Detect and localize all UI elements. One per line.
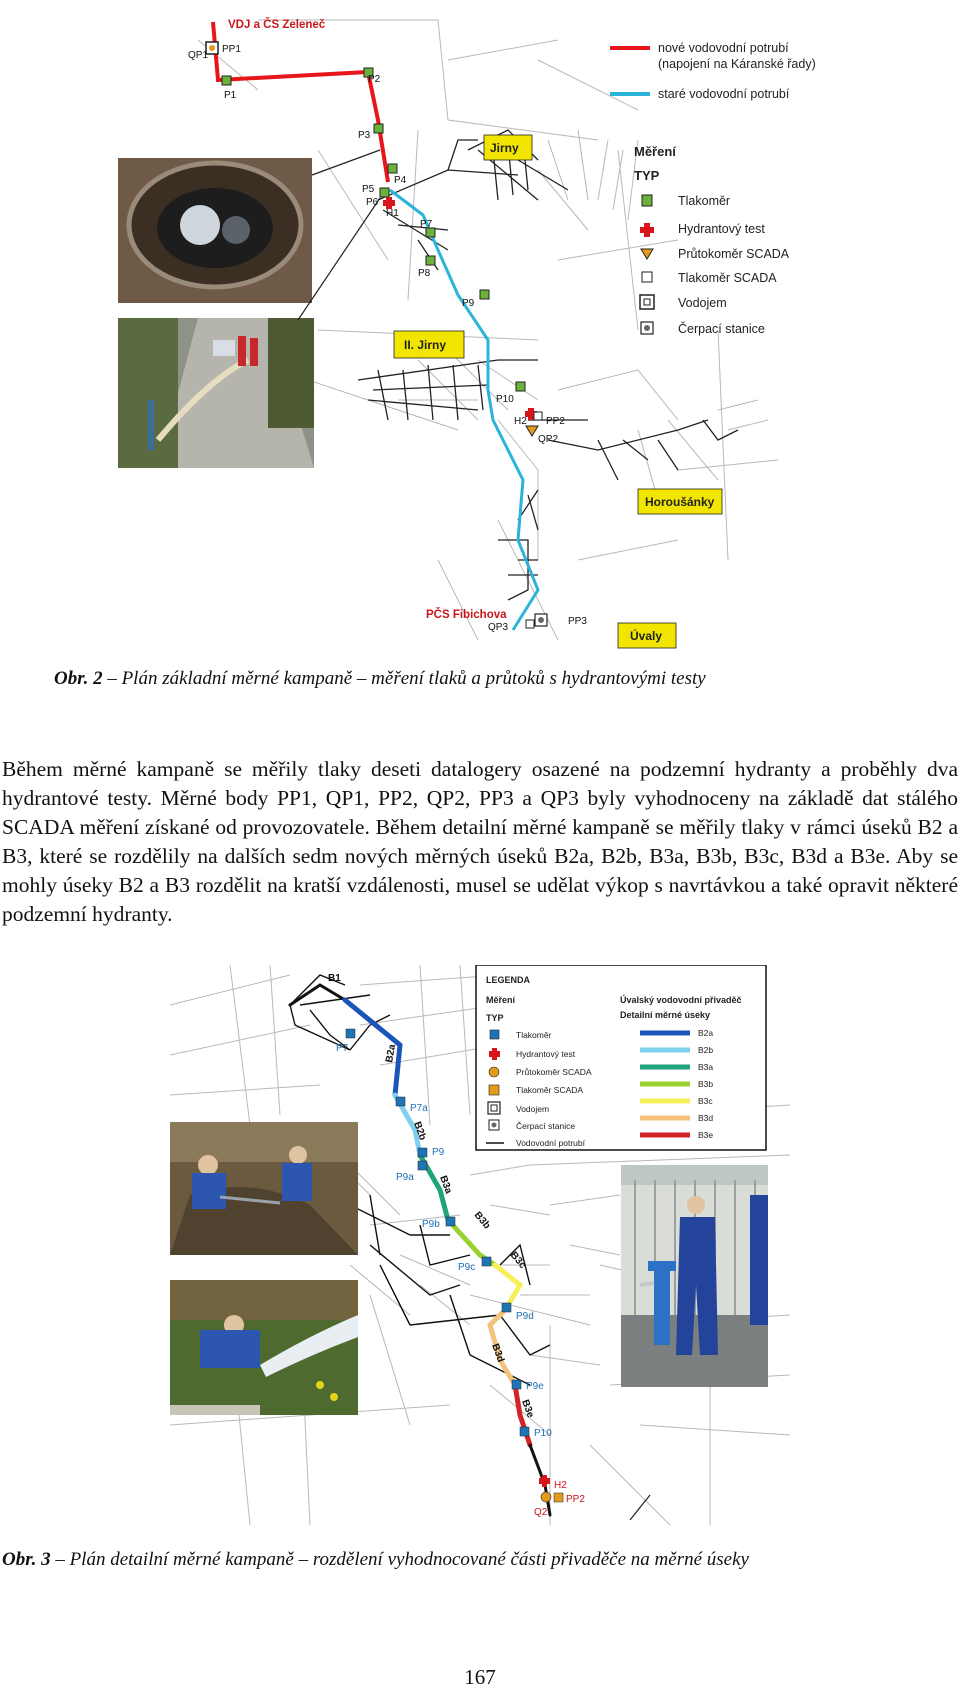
label2-p9c: P9c [458, 1262, 476, 1273]
legend-old-pipe: staré vodovodní potrubí [658, 87, 790, 101]
legend-icon-hydrant [640, 223, 654, 237]
label-h1: H1 [386, 208, 399, 219]
legend-item-2: Průtokoměr SCADA [678, 247, 790, 261]
figure-1-caption [54, 667, 706, 691]
figure-2-caption [2, 1548, 749, 1572]
label2-h2: H2 [554, 1480, 567, 1491]
label-p4: P4 [394, 175, 407, 186]
label2-b3c: B3c [507, 1249, 528, 1271]
label-pp1: PP1 [222, 44, 241, 55]
label-h2: H2 [514, 416, 527, 427]
legend-title: Měření [634, 144, 676, 159]
legend-new-pipe-sub: (napojení na Káranské řady) [658, 57, 816, 71]
place-vdj: VDJ a ČS Zeleneč [228, 19, 326, 31]
label2-b2b: B2b [411, 1120, 428, 1142]
label2-b3e: B3e [519, 1398, 536, 1420]
legend2-item-0: Tlakoměr [516, 1030, 552, 1040]
label-p8: P8 [418, 268, 431, 279]
label2-p9d: P9d [516, 1311, 534, 1322]
photo-hydrant-flush [170, 1280, 358, 1415]
legend-icon-flowmeter [641, 249, 653, 259]
label2-p9b: P9b [422, 1219, 440, 1230]
label-p3: P3 [358, 130, 371, 141]
label2-b1: B1 [328, 973, 341, 984]
legend-icon-pressure [642, 195, 652, 206]
legend-subtitle: TYP [634, 168, 660, 183]
label-qp1: QP1 [188, 50, 209, 61]
legend2-item-6: Vodovodní potrubí [516, 1138, 586, 1148]
legend-item-0: Tlakoměr [678, 194, 731, 208]
legend2-item-3: Tlakoměr SCADA [516, 1085, 584, 1095]
legend-item-4: Vodojem [678, 296, 727, 310]
legend2-item-2: Průtokoměr SCADA [516, 1067, 592, 1077]
legend-item-3: Tlakoměr SCADA [678, 271, 777, 285]
label-p9: P9 [462, 298, 475, 309]
segment-label-b3b: B3b [698, 1079, 714, 1089]
caption-2-label: Obr. [2, 1549, 37, 1570]
label2-b2a: B2a [384, 1043, 399, 1064]
caption-2-text: – Plán detailní měrné kampaně – rozdělení vyhodnocované části přivaděče na měrné úseky [55, 1549, 749, 1570]
segment-label-b3a: B3a [698, 1062, 714, 1072]
label-qp2: QP2 [538, 434, 559, 445]
legend-new-pipe: nové vodovodní potrubí [658, 41, 789, 55]
segment-label-b3d: B3d [698, 1113, 714, 1123]
segment-label-b2b: B2b [698, 1045, 714, 1055]
photo-hydrant-test [621, 1165, 768, 1387]
segment-label-b2a: B2a [698, 1028, 714, 1038]
legend2-col1-title: Měření [486, 995, 516, 1005]
label2-p9e: P9e [526, 1381, 544, 1392]
legend2-col2-title: Úvalský vodovodní přivaděč [620, 995, 742, 1005]
callout-line-1 [312, 150, 380, 175]
label-p7: P7 [420, 219, 433, 230]
legend2-item-4: Vodojem [516, 1104, 550, 1114]
photo-street [118, 318, 314, 468]
legend2-item-5: Čerpací stanice [516, 1121, 576, 1131]
segment-label-b3c: B3c [698, 1096, 713, 1106]
label2-b3a: B3a [437, 1174, 454, 1196]
caption-2-number: 3 [41, 1549, 51, 1570]
label2-b3b: B3b [471, 1209, 493, 1232]
figure-2-map [170, 965, 790, 1530]
label-pp2: PP2 [546, 416, 565, 427]
legend-icon-scada-pressure [642, 272, 652, 282]
legend-item-5: Čerpací stanice [678, 322, 765, 336]
figure-1-map [118, 0, 848, 650]
place-horousanky: Horoušánky [645, 495, 715, 509]
label-pp3: PP3 [568, 616, 587, 627]
label-qp3: QP3 [488, 622, 509, 633]
legend2-title: LEGENDA [486, 975, 531, 985]
label-p6: P6 [366, 197, 379, 208]
body-paragraph: Během měrné kampaně se měřily tlaky deseti datalogery osazené na podzemní hydranty a proběhly dva hydrantové testy. Měrné body PP1, QP1, PP2, QP2, PP3 a QP3 byly vyhodnoceny na základě dat stálého SCADA měření získané od provozovatele. Během detailní měrné kampaně se měřily tlaky v rámci úseků B2 a B3, které se rozdělily na dalších sedm nových měrných úseků B2a, B2b, B3a, B3b, B3c, B3d a B3e. Aby se mohly úseky B2 a B3 rozdělit na kratší vzdálenosti, musel se udělat výkop s navrtávkou a také opravit některé podzemní hydranty. [2, 756, 958, 926]
label-p5: P5 [362, 184, 375, 195]
label2-pp2: PP2 [566, 1494, 585, 1505]
label-p10: P10 [496, 394, 514, 405]
legend-box-2 [476, 965, 766, 1150]
photo-excavation [170, 1122, 358, 1255]
label2-p9a: P9a [396, 1172, 414, 1183]
old-pipe-route [390, 190, 538, 630]
segment-label-b3e: B3e [698, 1130, 714, 1140]
place-jirny: Jirny [490, 141, 519, 155]
legend-item-1: Hydrantový test [678, 222, 765, 236]
label2-p9: P9 [432, 1147, 445, 1158]
place-ii-jirny: II. Jirny [404, 338, 447, 352]
photo-manhole [118, 158, 312, 303]
legend-icon-pump-station [641, 322, 653, 334]
label2-q2: Q2 [534, 1507, 548, 1518]
label2-b3d: B3d [489, 1342, 506, 1364]
label-p1: P1 [224, 90, 237, 101]
label-p2: P2 [368, 74, 381, 85]
legend-icon-reservoir [640, 295, 654, 309]
label2-p7: P7 [336, 1043, 349, 1054]
place-pcs: PČS Fibichova [426, 609, 507, 621]
label2-p7a: P7a [410, 1103, 428, 1114]
place-uvaly: Úvaly [630, 629, 663, 643]
caption-1-text: – Plán základní měrné kampaně – měření tlaků a průtoků s hydrantovými testy [107, 668, 706, 689]
page-number: 167 [464, 1665, 496, 1689]
caption-1-label: Obr. [54, 668, 89, 689]
caption-1-number: 2 [93, 668, 103, 689]
legend2-item-1: Hydrantový test [516, 1049, 576, 1059]
label2-p10: P10 [534, 1428, 552, 1439]
legend2-col2-subtitle: Detailní měrné úseky [620, 1010, 711, 1020]
legend2-col1-subtitle: TYP [486, 1013, 504, 1023]
